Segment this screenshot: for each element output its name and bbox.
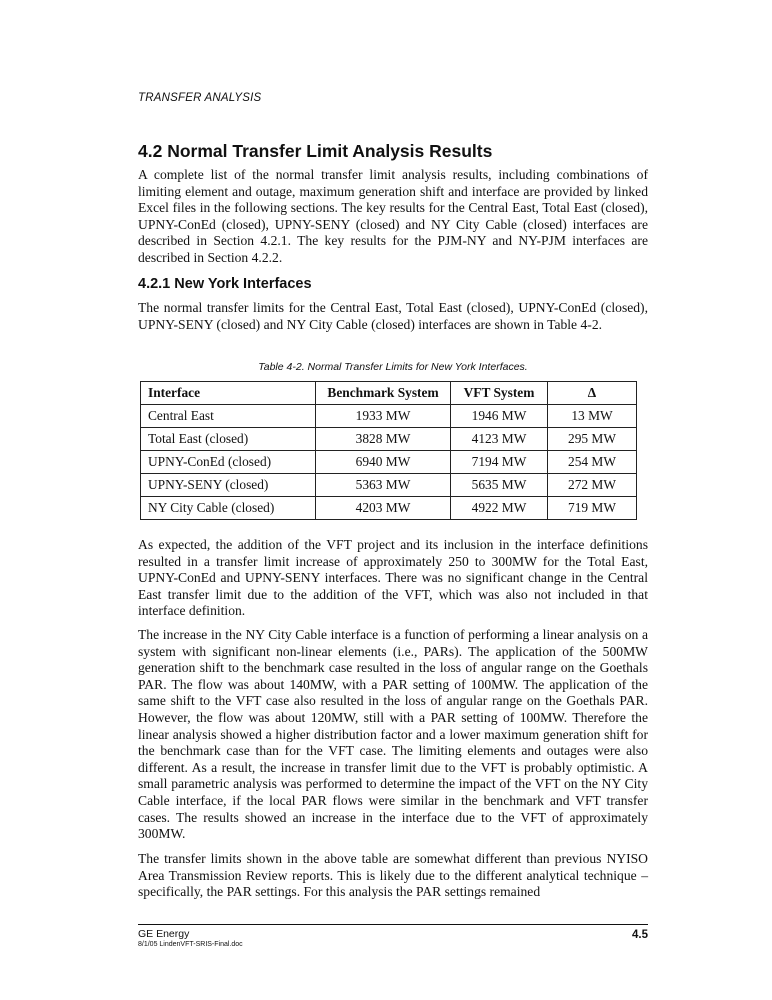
- body-paragraph: The transfer limits shown in the above table are somewhat different than previous NYISO Area Transmission Review reports. This is likely due to the different analytical technique – specifically, the PAR settings. For this analysis the PAR settings remained: [138, 851, 648, 900]
- transfer-limits-table: [140, 381, 637, 520]
- cell-delta: 13 MW: [548, 405, 637, 428]
- cell-vft: 5635 MW: [451, 474, 548, 497]
- table-header-row: [141, 382, 637, 405]
- cell-delta: 254 MW: [548, 451, 637, 474]
- cell-interface: UPNY-ConEd (closed): [141, 451, 316, 474]
- page-number: 4.5: [632, 929, 648, 941]
- running-header: TRANSFER ANALYSIS: [138, 92, 262, 104]
- cell-vft: 1946 MW: [451, 405, 548, 428]
- cell-delta: 719 MW: [548, 497, 637, 520]
- cell-vft: 7194 MW: [451, 451, 548, 474]
- table-caption: Table 4-2. Normal Transfer Limits for New York Interfaces.: [258, 361, 528, 373]
- cell-benchmark: 6940 MW: [316, 451, 451, 474]
- table-row: [141, 451, 637, 474]
- column-header-vft: VFT System: [451, 382, 548, 405]
- cell-benchmark: 1933 MW: [316, 405, 451, 428]
- cell-benchmark: 3828 MW: [316, 428, 451, 451]
- body-paragraph: The increase in the NY City Cable interface is a function of performing a linear analysis on a system with significant non-linear elements (i.e., PARs). The application of the 500MW generation shift to the benchmark case resulted in the loss of angular range on the Goethals PAR. The flow was about 140MW, with a PAR setting of 100MW. The application of the same shift to the VFT case also resulted in the loss of angular range on the Goethals PAR. However, the flow was about 120MW, still with a PAR setting of 100MW. Therefore the linear analysis showed a higher distribution factor and a lower maximum generation shift for the benchmark case than for the VFT case. The limiting elements and outages were also different. As a result, the increase in transfer limit due to the VFT is probably optimistic. A small parametric analysis was performed to determine the impact of the VFT on the NY City Cable interface, if the local PAR flows were similar in the benchmark and VFT transfer cases. The results showed an increase in the interface due to the VFT of approximately 300MW.: [138, 627, 648, 842]
- footer-left: [138, 928, 243, 948]
- table-row: [141, 474, 637, 497]
- footer-company: GE Energy: [138, 928, 190, 940]
- section-intro-paragraph: A complete list of the normal transfer limit analysis results, including combinations of limiting element and outage, maximum generation shift and interface are provided by linked Excel files in the following sections. The key results for the Central East, Total East (closed), UPNY-ConEd (closed), UPNY-SENY (closed) and NY City Cable (closed) interfaces are described in Section 4.2.1. The key results for the PJM-NY and NY-PJM interfaces are described in Section 4.2.2.: [138, 167, 648, 265]
- cell-interface: Total East (closed): [141, 428, 316, 451]
- cell-interface: UPNY-SENY (closed): [141, 474, 316, 497]
- column-header-benchmark: Benchmark System: [316, 382, 451, 405]
- table-row: [141, 428, 637, 451]
- cell-delta: 272 MW: [548, 474, 637, 497]
- cell-benchmark: 5363 MW: [316, 474, 451, 497]
- cell-interface: Central East: [141, 405, 316, 428]
- cell-delta: 295 MW: [548, 428, 637, 451]
- footer-filename: 8/1/05 LindenVFT-SRIS-Final.doc: [138, 941, 243, 948]
- cell-vft: 4123 MW: [451, 428, 548, 451]
- column-header-delta: Δ: [548, 382, 637, 405]
- cell-vft: 4922 MW: [451, 497, 548, 520]
- column-header-interface: Interface: [141, 382, 316, 405]
- section-heading: 4.2 Normal Transfer Limit Analysis Results: [138, 141, 493, 161]
- body-paragraph: As expected, the addition of the VFT project and its inclusion in the interface definitions resulted in a transfer limit increase of approximately 250 to 300MW for the Total East, UPNY-ConEd and UPNY-SENY interfaces. There was no significant change in the Central East transfer limit due to the addition of the VFT, which was also not included in that interface definition.: [138, 537, 648, 619]
- subsection-heading: 4.2.1 New York Interfaces: [138, 276, 312, 292]
- footer-divider: [138, 924, 648, 925]
- table-row: [141, 497, 637, 520]
- table-row: [141, 405, 637, 428]
- cell-benchmark: 4203 MW: [316, 497, 451, 520]
- cell-interface: NY City Cable (closed): [141, 497, 316, 520]
- subsection-intro-paragraph: The normal transfer limits for the Central East, Total East (closed), UPNY-ConEd (closed), UPNY-SENY (closed) and NY City Cable (closed) interfaces are shown in Table 4-2.: [138, 300, 648, 332]
